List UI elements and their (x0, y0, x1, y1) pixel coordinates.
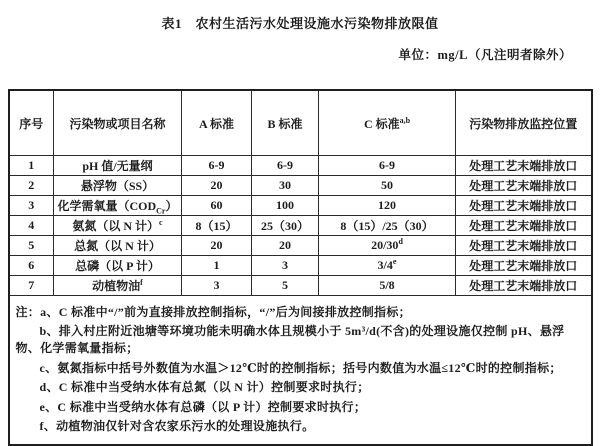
table-row (9, 156, 592, 176)
cell-location: 处理工艺末端排放口 (456, 256, 592, 276)
cell-no: 4 (9, 216, 54, 236)
note-item-b: b、排入村庄附近池塘等环境功能未明确水体且规模小于 5m³/d(不含)的处理设施仅控制 pH、悬浮物、化学需氧量指标； (15, 324, 565, 355)
cell-standard-c: 120 (319, 196, 456, 216)
note-item-e: e、C 标准中当受纳水体有总磷（以 P 计）控制要求时执行； (39, 399, 367, 414)
cell-standard-a: 20 (182, 176, 252, 196)
note-item-d: d、C 标准中当受纳水体有总氮（以 N 计）控制要求时执行； (39, 380, 370, 394)
table-row (9, 236, 592, 256)
cell-pollutant: pH 值/无量纲 (54, 156, 182, 176)
cell-standard-b: 3 (252, 256, 319, 276)
cell-pollutant: 动植物油$^f$ (54, 276, 182, 296)
col-header-standard-b: B 标准 (252, 90, 319, 156)
note-item-a: 注：a、C 标准中“/”前为直接排放控制指标，“/”后为间接排放控制指标； (15, 304, 411, 319)
cell-no: 7 (9, 276, 54, 296)
unit-label: 单位：mg/L（凡注明者除外） (398, 48, 572, 62)
cell-standard-a: 20 (182, 236, 252, 256)
cell-standard-a: 3 (182, 276, 252, 296)
notes-row (9, 296, 592, 445)
cell-standard-a: 1 (182, 256, 252, 276)
cell-standard-b: 30 (252, 176, 319, 196)
table-row (9, 196, 592, 216)
note-item-f: f、动植物油仅针对含农家乐污水的处理设施执行。 (39, 419, 315, 433)
table-row (9, 256, 592, 276)
table-row (9, 276, 592, 296)
table-row (9, 176, 592, 196)
cell-location: 处理工艺末端排放口 (456, 216, 592, 236)
cell-standard-a: 6-9 (182, 156, 252, 176)
cell-no: 1 (9, 156, 54, 176)
cell-location: 处理工艺末端排放口 (456, 276, 592, 296)
cell-standard-c: 50 (319, 176, 456, 196)
cell-pollutant: 悬浮物（SS） (54, 176, 182, 196)
cell-standard-a: 8（15） (182, 216, 252, 236)
cell-standard-c: 3/4e (319, 256, 456, 276)
cell-standard-b: 25（30） (252, 216, 319, 236)
cell-pollutant: 化学需氧量$(COD_{Cr})$ (54, 196, 182, 216)
cell-no: 3 (9, 196, 54, 216)
notes-label: 注： (15, 304, 41, 319)
cell-standard-b: 100 (252, 196, 319, 216)
col-header-pollutant: 污染物或项目名称 (54, 90, 182, 156)
cell-location: 处理工艺末端排放口 (456, 156, 592, 176)
cell-standard-a: 60 (182, 196, 252, 216)
cell-pollutant: 总磷（以 P 计） (54, 256, 182, 276)
cell-standard-c: 6-9 (319, 156, 456, 176)
cell-no: 6 (9, 256, 54, 276)
cell-pollutant: 总氮（以 N 计） (54, 236, 182, 256)
cell-standard-c: 5/8 (319, 276, 456, 296)
col-header-standard-c: C 标准$^{a,b}$ (319, 90, 456, 156)
cell-location: 处理工艺末端排放口 (456, 236, 592, 256)
cell-location: 处理工艺末端排放口 (456, 176, 592, 196)
note-item-c: c、氨氮指标中括号外数值为水温＞12℃时的控制指标；括号内数值为水温≤12℃时的控制指标； (39, 360, 562, 375)
cell-no: 5 (9, 236, 54, 256)
table-row (9, 216, 592, 236)
col-header-standard-a: A 标准 (182, 90, 252, 156)
header-row (9, 90, 592, 156)
col-header-monitor-location: 污染物排放监控位置 (456, 90, 592, 156)
cell-no: 2 (9, 176, 54, 196)
cell-location: 处理工艺末端排放口 (456, 196, 592, 216)
emission-limits-table (8, 89, 593, 446)
cell-standard-b: 20 (252, 236, 319, 256)
cell-standard-b: 5 (252, 276, 319, 296)
notes-section (9, 296, 592, 445)
cell-pollutant: 氨氮（以 N 计）$^c$ (54, 216, 182, 236)
cell-standard-c: 8（15）/25（30） (319, 216, 456, 236)
col-header-no: 序号 (9, 90, 54, 156)
table-title: 表1 农村生活污水处理设施水污染物排放限值 (161, 16, 439, 31)
cell-standard-b: 6-9 (252, 156, 319, 176)
cell-standard-c: 20/30$^d$ (319, 236, 456, 256)
c-header-superscript: a,b (399, 115, 411, 125)
